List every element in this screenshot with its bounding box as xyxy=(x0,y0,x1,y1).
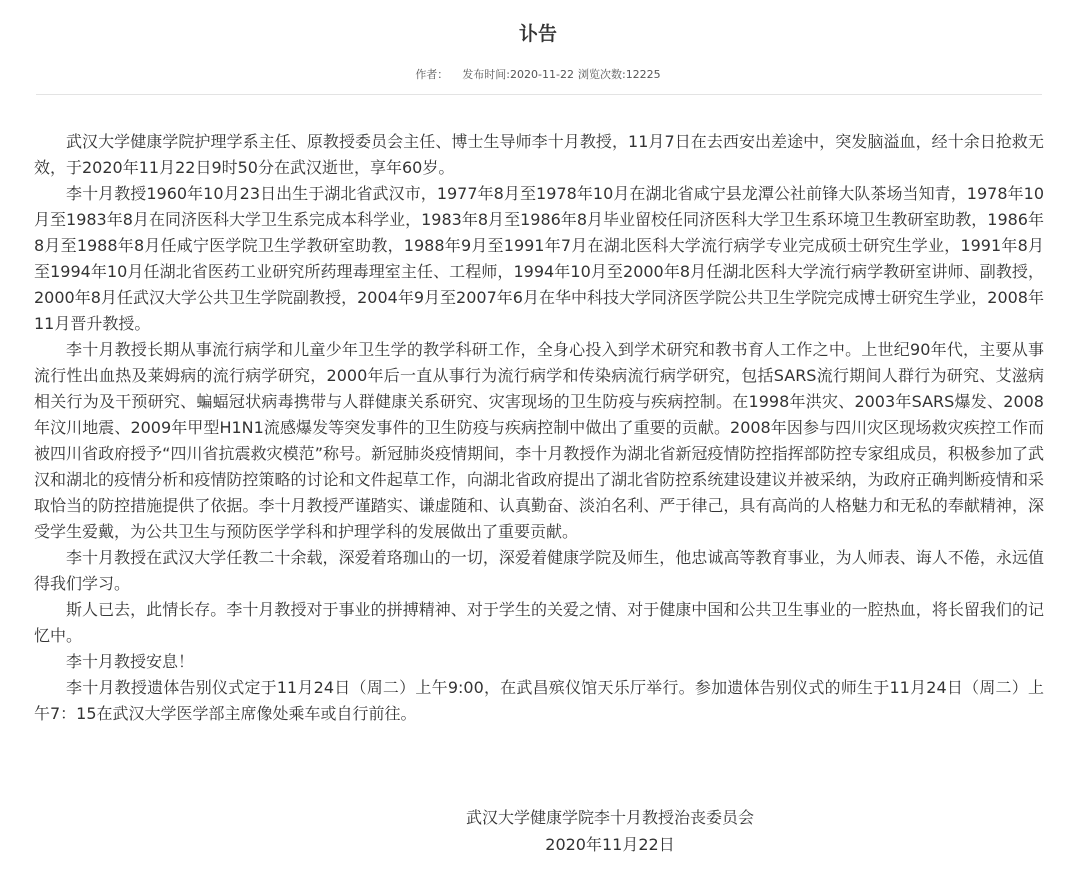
paragraph-remembrance: 斯人已去，此情长存。李十月教授对于事业的拼搏精神、对于学生的关爱之情、对于健康中国和公共卫生事业的一腔热血，将长留我们的记忆中。 xyxy=(34,600,1044,645)
paragraph-funeral-notice: 李十月教授遗体告别仪式定于11月24日（周二）上午9:00，在武昌殡仪馆天乐厅举行。参加遗体告别仪式的师生于11月24日（周二）上午7：15在武汉大学医学部主席像处乘车或自行前往。 xyxy=(34,678,1044,723)
paragraph-teaching: 李十月教授在武汉大学任教二十余载，深爱着珞珈山的一切，深爱着健康学院及师生，他忠诚高等教育事业，为人师表、诲人不倦，永远值得我们学习。 xyxy=(34,548,1044,593)
header-divider xyxy=(36,94,1042,95)
publish-label: 发布时间: xyxy=(462,68,511,81)
paragraph-biography: 李十月教授1960年10月23日出生于湖北省武汉市，1977年8月至1978年10月在湖北省咸宁县龙潭公社前锋大队茶场当知青，1978年10月至1983年8月在同济医科大学卫生系完成本科学业，1983年8月至1986年8月毕业留校任同济医科大学卫生系环境卫生教研室助教，1986年8月至1988年8月任咸宁医学院卫生学教研室助教，1988年9月至1991年7月在湖北医科大学流行病学专业完成硕士研究生学业，1991年8月至1994年10月任湖北省医药工业研究所药理毒理室主任、工程师，1994年10月至2000年8月任湖北医科大学流行病学教研室讲师、副教授，2000年8月任武汉大学公共卫生学院副教授，2004年9月至2007年6月在华中科技大学同济医学院公共卫生学院完成博士研究生学业，2008年11月晋升教授。 xyxy=(34,184,1044,333)
author-label: 作者： xyxy=(415,68,449,81)
article-meta xyxy=(0,67,1076,83)
signature-organization: 武汉大学健康学院李十月教授治丧委员会 xyxy=(465,808,754,827)
paragraph-rest-in-peace: 李十月教授安息！ xyxy=(66,652,195,671)
page-title: 讣告 xyxy=(518,23,557,45)
views-label: 浏览次数: xyxy=(577,68,626,81)
publish-date: 2020-11-22 xyxy=(510,68,574,81)
article-body xyxy=(34,129,1044,727)
views-count: 12225 xyxy=(625,68,661,81)
paragraph-research: 李十月教授长期从事流行病学和儿童少年卫生学的教学科研工作，全身心投入到学术研究和教书育人工作之中。上世纪90年代，主要从事流行性出血热及莱姆病的流行病学研究，2000年后一直从事行为流行病学和传染病流行病学研究，包括SARS流行期间人群行为研究、艾滋病相关行为及干预研究、蝙蝠冠状病毒携带与人群健康关系研究、灾害现场的卫生防疫与疾病控制。在1998年洪灾、2003年SARS爆发、2008年汶川地震、2009年甲型H1N1流感爆发等突发事件的卫生防疫与疾病控制中做出了重要的贡献。2008年因参与四川灾区现场救灾疾控工作而被四川省政府授予“四川省抗震救灾模范”称号。新冠肺炎疫情期间，李十月教授作为湖北省新冠疫情防控指挥部防控专家组成员，积极参加了武汉和湖北的疫情分析和疫情防控策略的讨论和文件起草工作，向湖北省政府提出了湖北省防控系统建设建议并被采纳，为政府正确判断疫情和采取恰当的防控措施提供了依据。李十月教授严谨踏实、谦虚随和、认真勤奋、淡泊名利、严于律己，具有高尚的人格魅力和无私的奉献精神，深受学生爱戴，为公共卫生与预防医学学科和护理学科的发展做出了重要贡献。 xyxy=(34,340,1044,541)
signature-date: 2020年11月22日 xyxy=(545,835,675,854)
paragraph-announcement: 武汉大学健康学院护理学系主任、原教授委员会主任、博士生导师李十月教授，11月7日在去西安出差途中，突发脑溢血，经十余日抢救无效，于2020年11月22日9时50分在武汉逝世，享年60岁。 xyxy=(34,132,1044,177)
